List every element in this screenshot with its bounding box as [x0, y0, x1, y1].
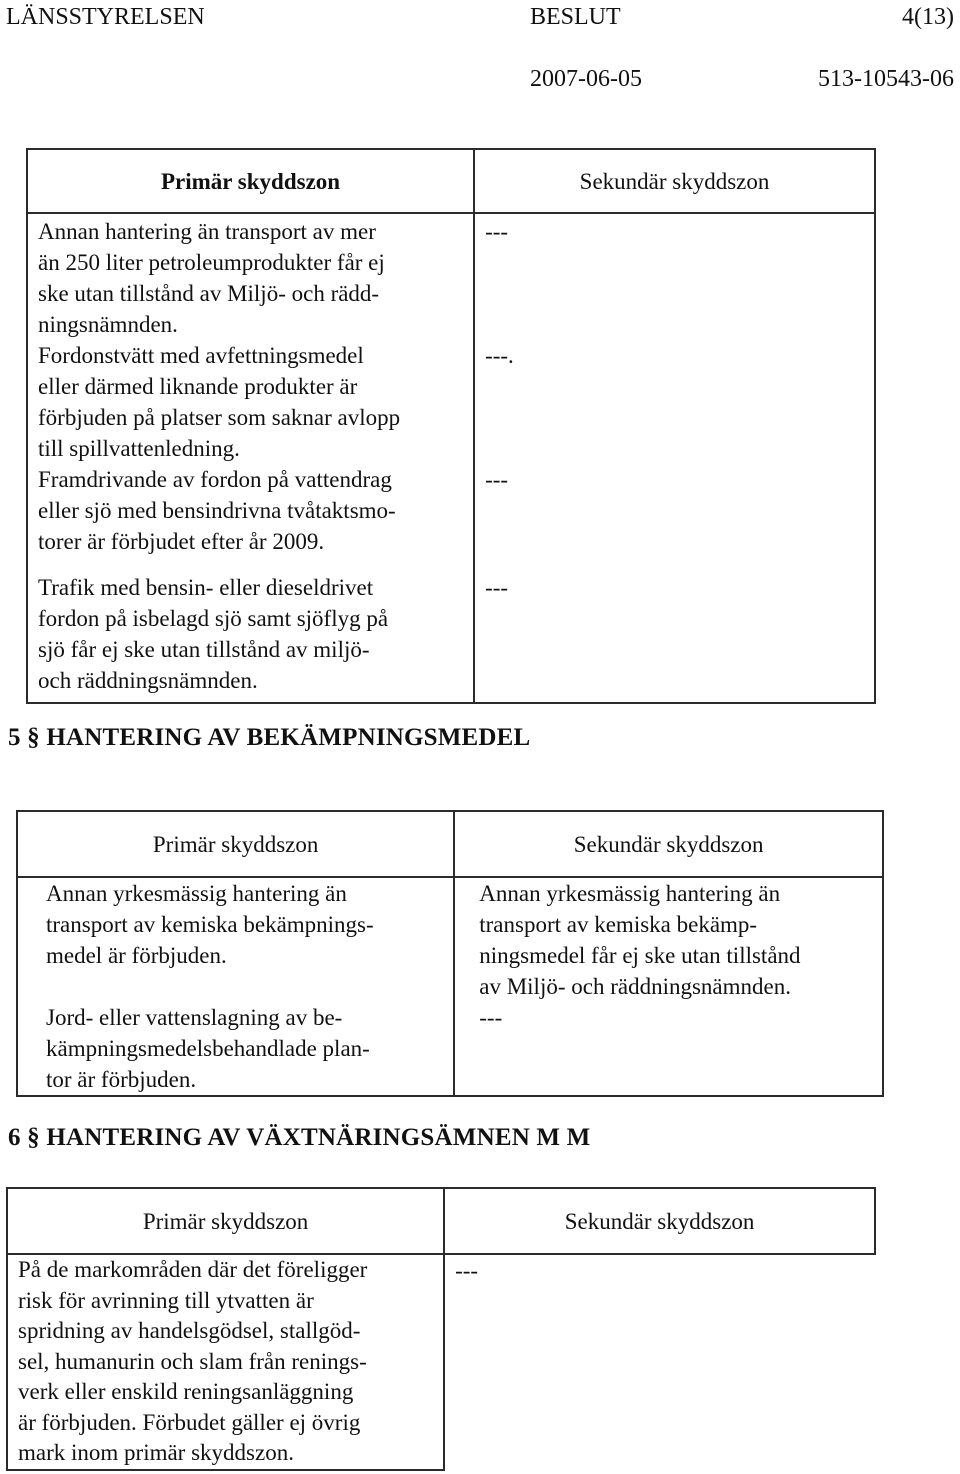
line: fordon på isbelagd sjö samt sjöflyg på	[38, 606, 389, 631]
primary-zone-heading: Primär skyddszon	[7, 1188, 444, 1254]
zone-table-2	[16, 810, 884, 1097]
line: ningsnämnden.	[38, 312, 178, 337]
agency-name: LÄNSSTYRELSEN	[6, 4, 205, 30]
line: och räddningsnämnden.	[38, 668, 258, 693]
line: transport av kemiska bekämp-	[479, 912, 758, 937]
primary-zone-cell	[17, 877, 454, 1002]
secondary-value: ---	[479, 1005, 503, 1030]
line: ske utan tillstånd av Miljö- och rädd-	[38, 281, 380, 306]
line: eller sjö med bensindrivna tvåtaktsmo-	[38, 498, 396, 523]
line: än 250 liter petroleumprodukter får ej	[38, 250, 385, 275]
secondary-zone-cell	[454, 1002, 883, 1096]
secondary-value: ---	[485, 575, 509, 600]
zone-table-1	[26, 148, 876, 704]
line: av Miljö- och räddningsnämnden.	[479, 974, 791, 999]
table-header-row	[17, 811, 883, 877]
decision-date: 2007-06-05	[530, 66, 642, 92]
line: torer är förbjudet efter år 2009.	[38, 529, 325, 554]
secondary-value: ---	[455, 1258, 479, 1283]
line: är förbjuden. Förbudet gäller ej övrig	[18, 1409, 361, 1435]
secondary-zone-cell	[474, 213, 875, 703]
section-number: 6 §	[8, 1124, 40, 1151]
section-5-heading	[8, 724, 530, 752]
line: Annan yrkesmässig hantering än	[479, 881, 781, 906]
line: transport av kemiska bekämpnings-	[46, 912, 374, 937]
secondary-zone-heading: Sekundär skyddszon	[444, 1188, 875, 1254]
secondary-value: ---	[485, 219, 509, 244]
secondary-zone-cell	[444, 1254, 875, 1470]
line: Trafik med bensin- eller dieseldrivet	[38, 575, 374, 600]
line: eller därmed liknande produkter är	[38, 374, 358, 399]
section-title: HANTERING AV VÄXTNÄRINGSÄMNEN M M	[46, 1124, 591, 1151]
line: Fordonstvätt med avfettningsmedel	[38, 343, 364, 368]
line: kämpningsmedelsbehandlade plan-	[46, 1036, 370, 1061]
secondary-value: ---.	[485, 343, 514, 368]
secondary-zone-heading: Sekundär skyddszon	[454, 811, 883, 877]
secondary-zone-heading: Sekundär skyddszon	[474, 149, 875, 213]
primary-zone-text-group	[38, 572, 463, 696]
line: På de markområden där det föreligger	[18, 1257, 368, 1282]
section-number: 5 §	[8, 724, 40, 751]
secondary-value: ---	[485, 467, 509, 492]
line: tor är förbjuden.	[46, 1067, 197, 1092]
primary-zone-heading: Primär skyddszon	[27, 149, 474, 213]
table-row	[27, 213, 875, 703]
reference-number: 513-10543-06	[818, 66, 954, 92]
table-row	[17, 877, 883, 1002]
line: risk för avrinning till ytvatten är	[18, 1287, 314, 1313]
line: mark inom primär skyddszon.	[18, 1440, 294, 1465]
secondary-zone-cell	[454, 877, 883, 1002]
line: Annan yrkesmässig hantering än	[46, 881, 347, 906]
primary-zone-cell	[17, 1002, 454, 1096]
section-title: HANTERING AV BEKÄMPNINGSMEDEL	[46, 724, 531, 751]
table-row	[7, 1254, 875, 1470]
line: till spillvattenledning.	[38, 436, 240, 461]
table-row	[17, 1002, 883, 1096]
zone-table-3	[6, 1187, 876, 1471]
primary-zone-text-group	[38, 464, 463, 556]
line: Jord- eller vattenslagning av be-	[46, 1005, 343, 1030]
line: medel är förbjuden.	[46, 943, 227, 968]
primary-zone-cell	[7, 1254, 444, 1470]
line: sel, humanurin och slam från renings-	[18, 1348, 367, 1374]
line: spridning av handelsgödsel, stallgöd-	[18, 1318, 361, 1343]
primary-zone-cell	[27, 213, 474, 703]
table-header-row	[7, 1188, 875, 1254]
primary-zone-heading: Primär skyddszon	[17, 811, 454, 877]
document-type: BESLUT	[530, 4, 621, 30]
line: sjö får ej ske utan tillstånd av miljö-	[38, 637, 370, 662]
primary-zone-text-group	[38, 216, 463, 464]
table-header-row	[27, 149, 875, 213]
line: verk eller enskild reningsanläggning	[18, 1379, 354, 1404]
line: förbjuden på platser som saknar avlopp	[38, 405, 401, 430]
line: Annan hantering än transport av mer	[38, 219, 376, 244]
page-header	[0, 0, 960, 100]
line: ningsmedel får ej ske utan tillstånd	[479, 943, 801, 968]
line: Framdrivande av fordon på vattendrag	[38, 467, 392, 492]
section-6-heading	[8, 1124, 590, 1152]
page-number: 4(13)	[902, 4, 954, 30]
